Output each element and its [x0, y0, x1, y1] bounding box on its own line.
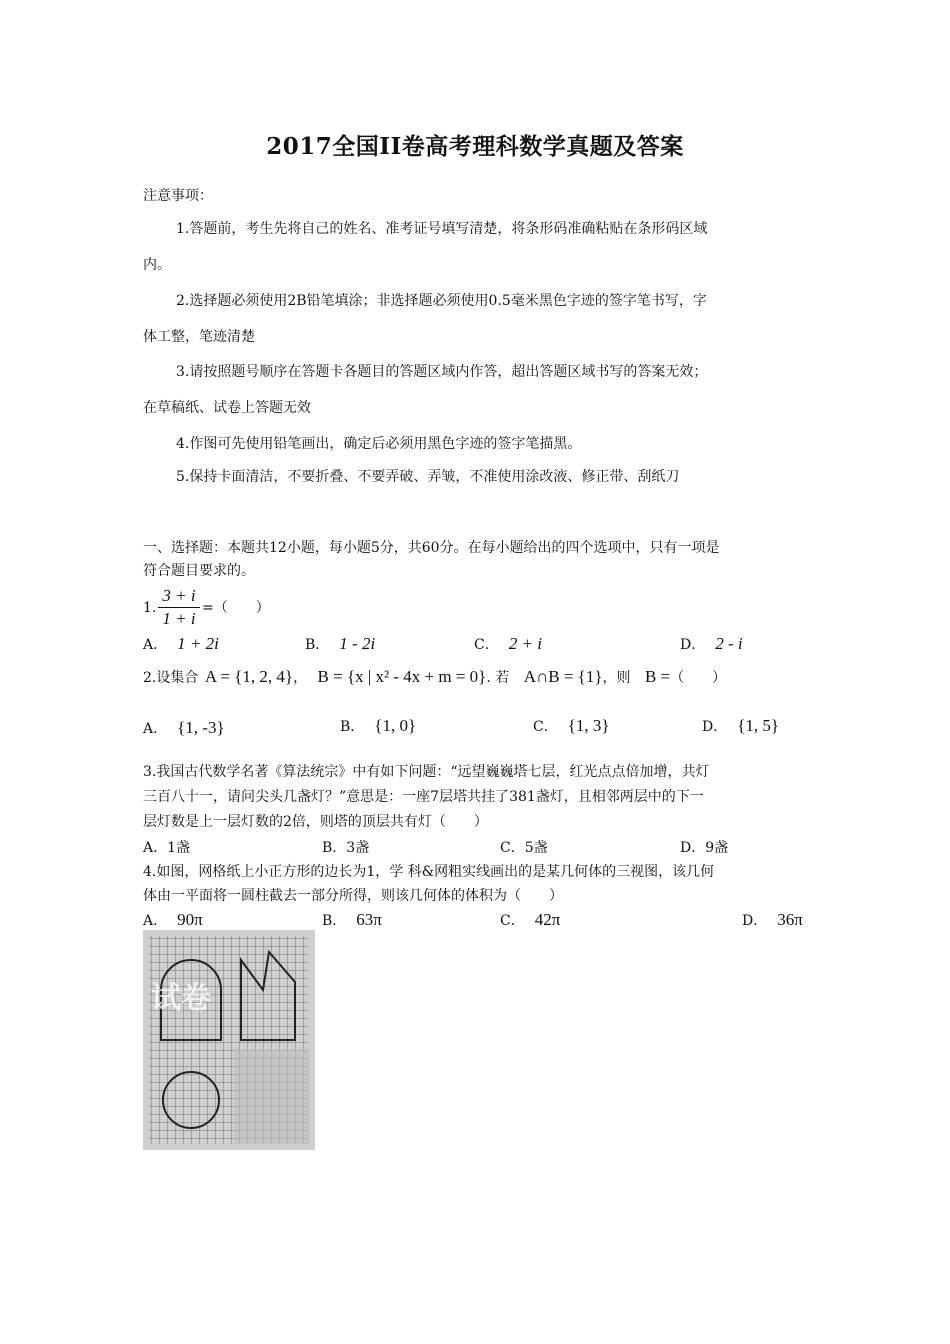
- q2-stem: [143, 667, 726, 687]
- q1-option-b: B． 1 - 2i: [305, 634, 376, 653]
- q2-option-c: C． {1, 3}: [533, 716, 610, 735]
- figure-blank-region: [235, 1050, 309, 1144]
- q4-three-view-figure: [143, 930, 315, 1150]
- notice-item-3-line2: 在草稿纸、试卷上答题无效: [143, 400, 311, 416]
- q2-option-d: D． {1, 5}: [702, 716, 780, 735]
- q2-option-b: B． {1, 0}: [340, 716, 417, 735]
- q3-option-c: C．5盏: [500, 840, 548, 856]
- notice-item-2-line1: 2.选择题必须使用2B铅笔填涂；非选择题必须使用0.5毫米黑色字迹的签字笔书写，字: [176, 293, 707, 309]
- q4-option-a: A． 90π: [143, 910, 203, 929]
- notice-item-3-line1: 3.请按照题号顺序在答题卡各题目的答题区域内作答，超出答题区域书写的答案无效；: [176, 364, 708, 380]
- q4-line1: 4.如图，网格纸上小正方形的边长为1，学 科&网粗实线画出的是某几何体的三视图，该几何: [143, 864, 715, 880]
- q4-option-d: D． 36π: [742, 910, 803, 929]
- q3-option-d: D．9盏: [680, 840, 729, 856]
- q4-option-b: B． 63π: [322, 910, 382, 929]
- q2-cond-prefix: . 若: [486, 670, 510, 686]
- notice-item-2-line2: 体工整，笔迹清楚: [143, 329, 255, 345]
- q1-option-c: C． 2 + i: [474, 634, 542, 653]
- notice-item-1-line2: 内。: [143, 257, 171, 273]
- page-title: 2017全国II卷高考理科数学真题及答案: [266, 133, 684, 160]
- q4-option-c: C． 42π: [500, 910, 561, 929]
- q1-option-d: D． 2 - i: [680, 634, 743, 653]
- q3-option-a: A．1盏: [143, 840, 191, 856]
- notice-item-1-line1: 1.答题前，考生先将自己的姓名、准考证号填写清楚，将条形码准确粘贴在条形码区域: [176, 221, 708, 237]
- q3-line2: 三百八十一，请问尖头几盏灯？”意思是：一座7层塔共挂了381盏灯，且相邻两层中的下一: [143, 789, 704, 805]
- q3-line3: 层灯数是上一层灯数的2倍，则塔的顶层共有灯（ ）: [143, 814, 488, 830]
- q2-sep: ，: [293, 670, 308, 686]
- q2-condition: A∩B = {1}: [523, 667, 603, 686]
- q2-ask-tail: （ ）: [670, 670, 727, 686]
- q1-fraction: [158, 586, 200, 629]
- notice-heading: 注意事项：: [143, 188, 213, 204]
- q1-denominator: 1 + i: [162, 609, 196, 628]
- q2-ask: B =: [644, 667, 671, 686]
- q2-set-a: A = {1, 2, 4}: [204, 667, 294, 686]
- section-heading-line2: 符合题目要求的。: [143, 563, 255, 579]
- q1-numerator: 3 + i: [158, 586, 200, 608]
- q2-option-a: A． {1, -3}: [143, 718, 225, 737]
- q3-line1: 3.我国古代数学名著《算法统宗》中有如下问题：“远望巍巍塔七层，红光点点倍加增，共灯: [143, 764, 710, 780]
- notice-item-5: 5.保持卡面清洁，不要折叠、不要弄破、弄皱，不准使用涂改液、修正带、刮纸刀: [176, 469, 680, 485]
- q2-set-b: B = {x | x² - 4x + m = 0}: [317, 667, 487, 686]
- q3-option-b: B．3盏: [322, 840, 370, 856]
- notice-item-4: 4.作图可先使用铅笔画出，确定后必须用黑色字迹的签字笔描黑。: [176, 436, 582, 452]
- figure-watermark: 试卷: [151, 981, 211, 1016]
- q2-cond-tail: ，则: [602, 670, 631, 686]
- q1-number: 1.: [143, 600, 157, 616]
- section-heading-line1: 一、选择题：本题共12小题，每小题5分，共60分。在每小题给出的四个选项中，只有一项是: [143, 540, 720, 556]
- q2-prefix: 2.设集合: [143, 670, 199, 686]
- q4-line2: 体由一平面将一圆柱截去一部分所得，则该几何体的体积为（ ）: [143, 888, 563, 904]
- q1-tail: =（ ）: [202, 600, 270, 616]
- q1-option-a: A． 1 + 2i: [143, 634, 219, 653]
